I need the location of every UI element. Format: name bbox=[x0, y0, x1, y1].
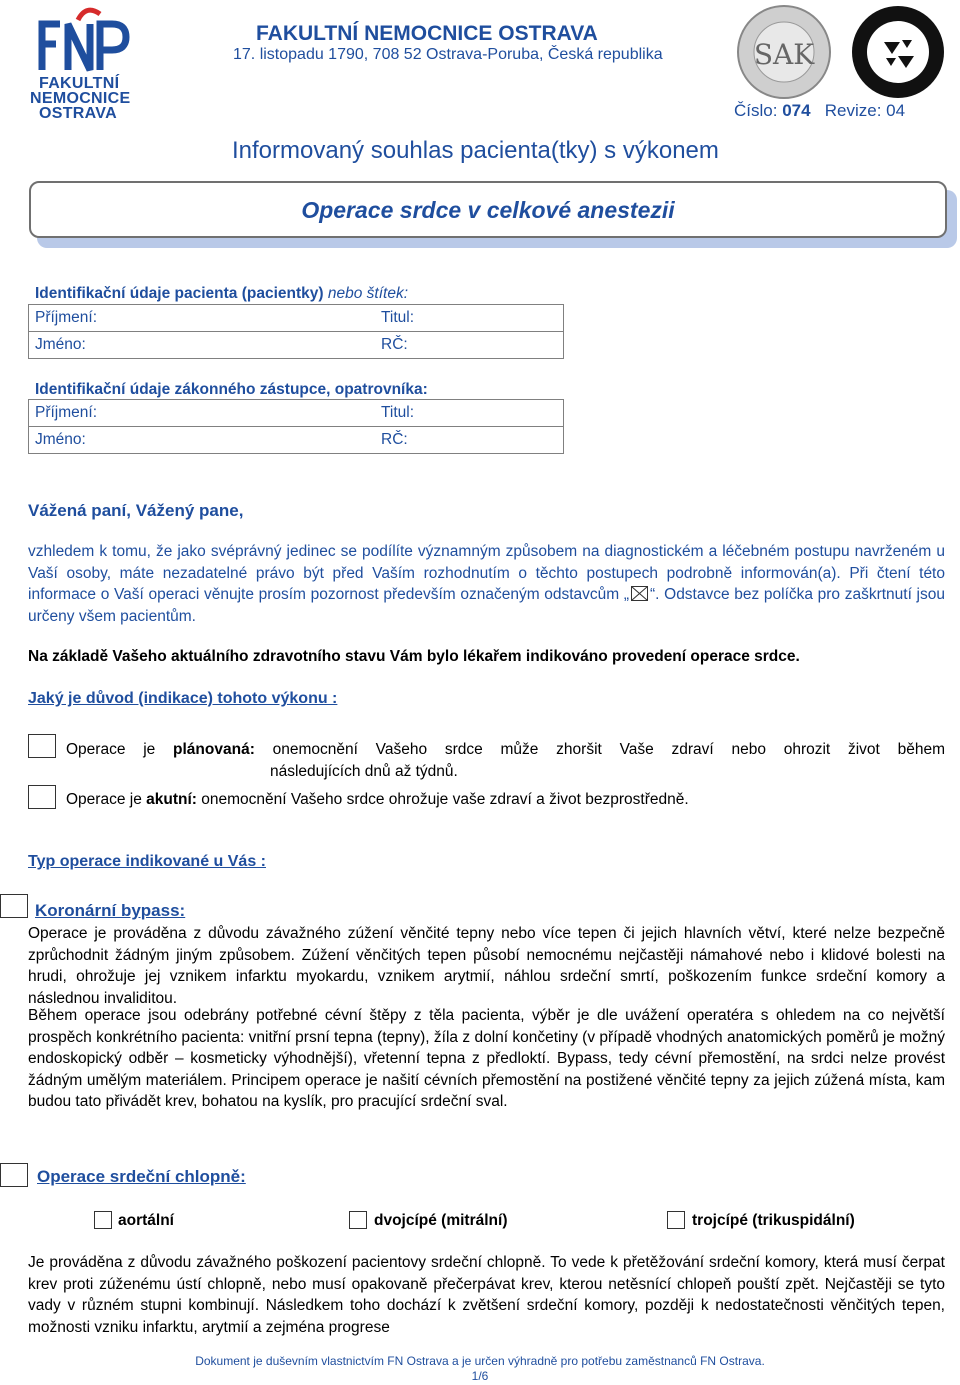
indication-statement: Na základě Vašeho aktuálního zdravotního stavu Vám bylo lékařem indikováno provedení operace srdce. bbox=[28, 648, 800, 665]
fno-logo-icon bbox=[38, 6, 134, 76]
bypass-paragraph-2: Během operace jsou odebrány potřebné cévní štěpy z těla pacienta, výběr je dle uvážení operatéra s ohledem na co největší prospěch konkrétního pacienta: vnitřní prsní tepna (tepny), žíla z dolní končetiny (v případě vhodných anatomických poměrů je možný endoskopický odběr – kosmeticky výhodnější), vřetenní tepna z předloktí. Bypass, tedy cévní přemostění, na srdci nelze provést žádným umělým materiálem. Principem operace je našití cévních přemostění na postižené věnčité tepny za jejich zúžená místa, kam budou tato přivádět krev, bohatou na kyslík, pro pracující srdeční sval. bbox=[28, 1007, 945, 1110]
guardian-name-field[interactable]: Jméno: bbox=[29, 427, 282, 454]
footer-notice: Dokument je duševním vlastnictvím FN Ostrava a je určen výhradně pro potřebu zaměstnanců FN Ostrava. bbox=[195, 1354, 765, 1368]
guardian-rc-field[interactable]: RČ: bbox=[281, 427, 564, 454]
logo-line3: OSTRAVA bbox=[39, 105, 117, 122]
type-heading: Typ operace indikované u Vás : bbox=[28, 853, 266, 870]
sak-seal-icon bbox=[736, 4, 832, 100]
valve-aortic-checkbox[interactable] bbox=[94, 1211, 112, 1229]
number-label: Číslo: bbox=[734, 101, 778, 120]
sak-accreditation-seal bbox=[736, 4, 832, 100]
valve-heading: Operace srdeční chlopně: bbox=[37, 1167, 246, 1186]
hospital-logo bbox=[30, 6, 130, 120]
logo-line1: FAKULTNÍ bbox=[39, 75, 120, 92]
bypass-heading: Koronární bypass: bbox=[35, 901, 186, 920]
number-value: 074 bbox=[782, 101, 811, 120]
form-title: Informovaný souhlas pacienta(tky) s výkonem bbox=[232, 137, 719, 164]
intro-paragraph: vzhledem k tomu, že jako svéprávný jedinec se podílíte významným způsobem na diagnostickém a léčebném postupu navrženém u Vaší osoby, máte nezadatelné právo být před Vaším rozhodnutím o těchto postupech podrobně informován(a). Při čtení této informace o Vaší operaci věnujte prosím pozornost především označeným odstavcům „ “. Odstavce bez políčka pro zaškrtnutí jsou určeny všem pacientům. bbox=[28, 543, 945, 625]
planned-checkbox[interactable] bbox=[28, 734, 56, 758]
page-number: 1/6 bbox=[471, 1369, 489, 1383]
patient-section-label: Identifikační údaje pacienta (pacientky) nebo štítek: bbox=[35, 285, 409, 302]
planned-reason: Operace je plánovaná: onemocnění Vašeho srdce může zhoršit Vaše zdraví nebo ohrozit život během následujících dnů až týdnů. bbox=[66, 741, 945, 780]
valve-mitral-label: dvojcípé (mitrální) bbox=[374, 1212, 508, 1229]
patient-id-table bbox=[28, 304, 564, 359]
revision-value: 04 bbox=[886, 101, 906, 120]
document-number bbox=[734, 101, 905, 121]
guardian-surname-field[interactable]: Příjmení: bbox=[29, 400, 282, 427]
bypass-checkbox[interactable] bbox=[0, 894, 28, 918]
guardian-section-label: Identifikační údaje zákonného zástupce, opatrovníka: bbox=[35, 381, 428, 398]
institution-name: FAKULTNÍ NEMOCNICE OSTRAVA bbox=[256, 22, 598, 45]
guardian-title-field[interactable]: Titul: bbox=[281, 400, 564, 427]
jci-seal-icon bbox=[850, 4, 946, 100]
crossed-checkbox-icon bbox=[631, 586, 648, 601]
svg-text:SAK: SAK bbox=[753, 38, 815, 71]
jci-accreditation-seal bbox=[850, 4, 946, 100]
procedure-banner bbox=[29, 181, 947, 238]
valve-mitral-checkbox[interactable] bbox=[349, 1211, 367, 1229]
reason-heading: Jaký je důvod (indikace) tohoto výkonu : bbox=[28, 690, 338, 707]
institution-address: 17. listopadu 1790, 708 52 Ostrava-Poruba, Česká republika bbox=[233, 46, 663, 63]
valve-tricuspid-label: trojcípé (trikuspidální) bbox=[692, 1212, 855, 1229]
bypass-paragraph-1: Operace je prováděna z důvodu závažného zúžení věnčité tepny nebo více tepen či jejich hlavních větví, které nelze bezpečně zprůchodnit žádným jiným způsobem. Zúžení věnčitých tepen působí nemocnému nejčastěji námahové nebo i klidové bolesti na hrudi, ohrožuje jej vznikem infarktu myokardu, vznikem arytmií, náhlou srdeční smrtí, poškozením funkce srdeční komory a následnou invaliditou. bbox=[28, 925, 945, 1007]
greeting: Vážená paní, Vážený pane, bbox=[28, 501, 244, 520]
patient-title-field[interactable]: Titul: bbox=[281, 305, 564, 332]
valve-tricuspid-checkbox[interactable] bbox=[667, 1211, 685, 1229]
patient-surname-field[interactable]: Příjmení: bbox=[29, 305, 282, 332]
revision-label: Revize: bbox=[824, 101, 882, 120]
acute-checkbox[interactable] bbox=[28, 785, 56, 809]
procedure-title: Operace srdce v celkové anestezii bbox=[301, 197, 675, 223]
logo-line2: NEMOCNICE bbox=[30, 90, 131, 107]
valve-paragraph: Je prováděna z důvodu závažného poškození pacientovy srdeční chlopně. To vede k přetěžování srdeční komory, která musí čerpat krev proti zúženému ústí chlopně, nebo musí opakovaně přečerpávat krev, kterou netěsnící chlopeň pouští zpět. Nejčastěji se tyto vady v různém stupni kombinují. Následkem toho dochází k zvětšení srdeční komory, později k nedostatečnosti věnčitých tepen, možnosti vzniku infarktu, arytmií a zejména progrese bbox=[28, 1254, 945, 1336]
patient-name-field[interactable]: Jméno: bbox=[29, 332, 282, 359]
acute-reason: Operace je akutní: onemocnění Vašeho srdce ohrožuje vaše zdraví a život bezprostředně. bbox=[66, 791, 689, 808]
patient-rc-field[interactable]: RČ: bbox=[281, 332, 564, 359]
guardian-id-table bbox=[28, 399, 564, 454]
valve-aortic-label: aortální bbox=[118, 1212, 174, 1229]
valve-checkbox[interactable] bbox=[0, 1163, 28, 1187]
